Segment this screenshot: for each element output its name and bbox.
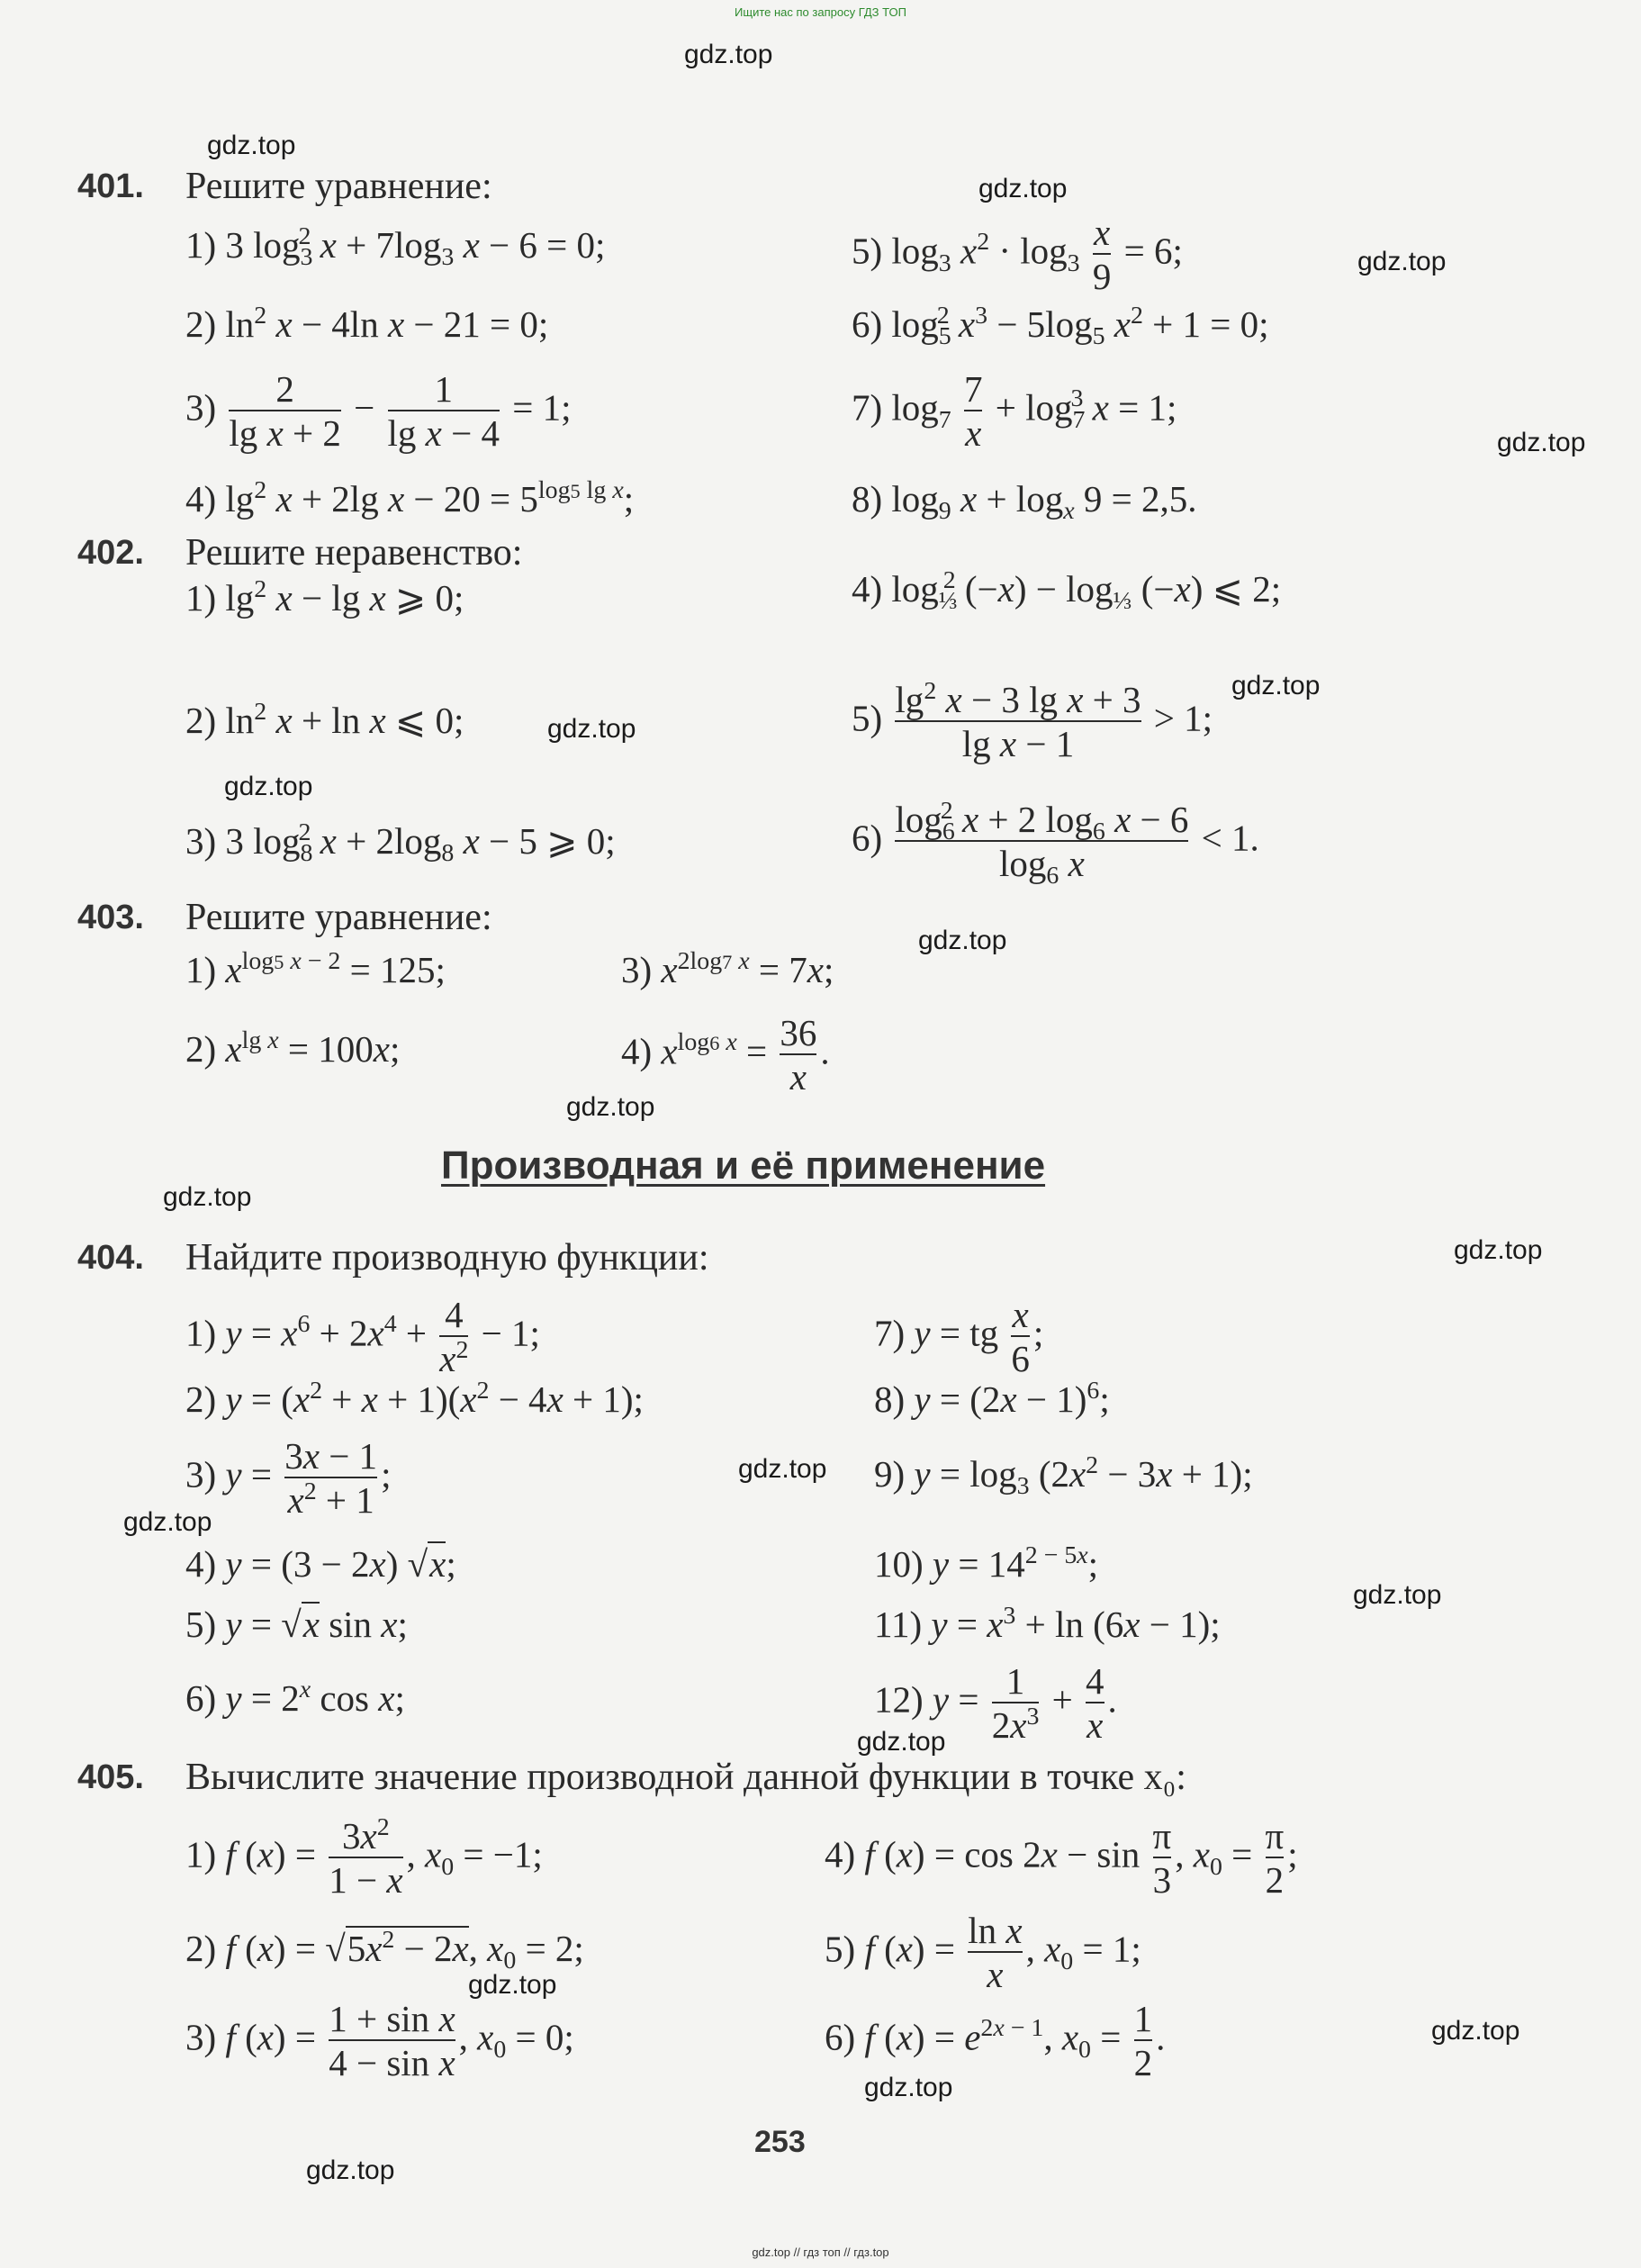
inequality-402-5: 5) $\frac{\lg^2 x - 3 \lg x + 3}{\text{lg x − 1}}$ > 1; bbox=[852, 676, 1213, 765]
exercise-title: Решите уравнение: bbox=[185, 897, 492, 938]
derivative-405-5: 5) f (x) = $\frac{\text{ln x}}{x}$ , $x_0 = 1$; bbox=[825, 1910, 1141, 1996]
watermark: gdz.top bbox=[1357, 247, 1447, 276]
function-404-10: 10) $y = 14^{2 - 5x}$; bbox=[874, 1541, 1099, 1585]
watermark: gdz.top bbox=[224, 772, 313, 801]
inequality-402-2: 2) $\ln^2 x + \ln x$ ⩽ 0; bbox=[185, 697, 464, 741]
top-banner: Ищите нас по запросу ГДЗ ТОП bbox=[735, 5, 906, 19]
bottom-banner: gdz.top // гдз топ // гдз.top bbox=[752, 2245, 889, 2259]
equation-401-6: 6) $\log_5^2 x^3 - 5\log_5$ $x^2 + 1 = 0$; bbox=[852, 301, 1269, 351]
watermark: gdz.top bbox=[1231, 671, 1321, 700]
exercise-title: Решите уравнение: bbox=[185, 166, 492, 207]
equation-401-7: 7) $\log_7$ $\frac{7}{x}$ + $\log_7^3 x = 1$; bbox=[852, 368, 1177, 455]
watermark: gdz.top bbox=[857, 1727, 946, 1757]
watermark: gdz.top bbox=[684, 40, 773, 69]
function-404-3: 3) y = $\frac{3x - 1}{x^2 + 1}$ ; bbox=[185, 1435, 392, 1522]
function-404-11: 11) $y = x^3 + \ln (6x - 1)$; bbox=[874, 1601, 1221, 1645]
equation-403-2: 2) $x^{lg x} = 100x$; bbox=[185, 1026, 401, 1070]
page-number: 253 bbox=[754, 2125, 806, 2159]
exercise-number: 404. bbox=[77, 1239, 144, 1277]
exercise-number: 401. bbox=[77, 167, 144, 205]
section-heading: Производная и её применение bbox=[441, 1143, 1046, 1188]
exercise-number: 403. bbox=[77, 899, 144, 936]
equation-401-3: 3) $\frac{2}{\text{lg x + 2}}$ − $\frac{1}{\text{lg x − 4}}$ = 1; bbox=[185, 368, 572, 455]
function-404-1: 1) $y = x^6 + 2x^4$ + $\frac{4}{x^2}$ − 1; bbox=[185, 1294, 540, 1380]
watermark: gdz.top bbox=[1454, 1235, 1543, 1265]
watermark: gdz.top bbox=[468, 1970, 557, 2000]
watermark: gdz.top bbox=[978, 174, 1068, 203]
equation-401-8: 8) $\log_9 x + \log_x 9 = 2,5$. bbox=[852, 478, 1197, 526]
watermark: gdz.top bbox=[918, 926, 1007, 955]
watermark: gdz.top bbox=[207, 131, 296, 160]
equation-401-1: 1) 3 $\log_3^2 x + 7\log_3$ x − 6 = 0; bbox=[185, 221, 606, 272]
exercise-title: Найдите производную функции: bbox=[185, 1237, 709, 1279]
derivative-405-1: 1) f (x) = $\frac{3x^2}{1 - x}$ , $x_0 = -1$; bbox=[185, 1812, 543, 1902]
function-404-2: 2) $y = (x^2 + x + 1)(x^2 - 4x + 1)$; bbox=[185, 1376, 644, 1420]
function-404-12: 12) y = $\frac{1}{2x^3}$ + $\frac{4}{x}$ . bbox=[874, 1660, 1117, 1747]
function-404-5: 5) y = √x sin x; bbox=[185, 1604, 408, 1645]
equation-401-5: 5) $\log_3 x^2 \cdot \log_3$ $\frac{x}{9}$ = 6; bbox=[852, 212, 1183, 298]
equation-403-3: 3) $x^{2log7 x} = 7x$; bbox=[621, 946, 834, 990]
function-404-9: 9) $y = \log_3 (2x^2 - 3x + 1)$; bbox=[874, 1450, 1253, 1501]
exercise-number: 405. bbox=[77, 1758, 144, 1796]
watermark: gdz.top bbox=[1353, 1580, 1442, 1610]
function-404-7: 7) y = tg $\frac{x}{6}$ ; bbox=[874, 1294, 1044, 1380]
equation-401-4: 4) $\lg^2 x + 2\lg$ $x - 20 = 5^{log5 lg x}$; bbox=[185, 475, 635, 520]
inequality-402-4: 4) $\log_{\frac{1}{3}}^2 (-x) - \log_{\frac{1}{3}} (-x)$ ⩽ 2; bbox=[852, 565, 1282, 616]
watermark: gdz.top bbox=[547, 714, 636, 744]
derivative-405-4: 4) f (x) = cos 2x − sin $\frac{\pi}{3}$ , $x_0$ = $\frac{\pi}{2}$ ; bbox=[825, 1815, 1298, 1902]
equation-401-2: 2) $\ln^2 x - 4\ln$ x − 21 = 0; bbox=[185, 301, 549, 345]
inequality-402-3: 3) 3 $\log_8^2 x + 2\log_8$ x − 5 ⩾ 0; bbox=[185, 818, 616, 868]
exercise-title: Решите неравенство: bbox=[185, 532, 523, 574]
watermark: gdz.top bbox=[123, 1507, 212, 1537]
derivative-405-3: 3) f (x) = $\frac{\text{1 + sin x}}{\text{4 − sin x}}$ , $x_0 = 0$; bbox=[185, 1998, 574, 2084]
inequality-402-1: 1) $\lg^2 x - \lg x$ ⩾ 0; bbox=[185, 574, 464, 619]
function-404-8: 8) $y = (2x - 1)^6$; bbox=[874, 1376, 1110, 1420]
watermark: gdz.top bbox=[1431, 2016, 1520, 2046]
inequality-402-6: 6) $\frac{\log_6^2 x + 2 \log_6 x - 6}{\log_6 x}$ < 1. bbox=[852, 796, 1259, 890]
exercise-number: 402. bbox=[77, 534, 144, 572]
watermark: gdz.top bbox=[566, 1092, 655, 1122]
watermark: gdz.top bbox=[1497, 428, 1586, 457]
watermark: gdz.top bbox=[163, 1182, 252, 1212]
equation-403-1: 1) $x^{log5 x - 2} = 125$; bbox=[185, 946, 446, 990]
derivative-405-2: 2) f $(x) = √5x^2 - 2x$, $x_0 = 2$; bbox=[185, 1925, 584, 1975]
watermark: gdz.top bbox=[306, 2155, 395, 2185]
derivative-405-6: 6) f $(x) = e^{2x - 1}$, $x_0$ = $\frac{1}{2}$ . bbox=[825, 1998, 1166, 2084]
watermark: gdz.top bbox=[864, 2073, 953, 2102]
equation-403-4: 4) $x^{log6 x}$ = $\frac{36}{x}$ . bbox=[621, 1012, 830, 1098]
function-404-4: 4) y = (3 − 2x) √x; bbox=[185, 1543, 456, 1585]
watermark: gdz.top bbox=[738, 1454, 827, 1484]
exercise-title: Вычислите значение производной данной функции в точке x₀: bbox=[185, 1757, 1186, 1798]
function-404-6: 6) $y = 2^x$ cos x; bbox=[185, 1675, 405, 1719]
